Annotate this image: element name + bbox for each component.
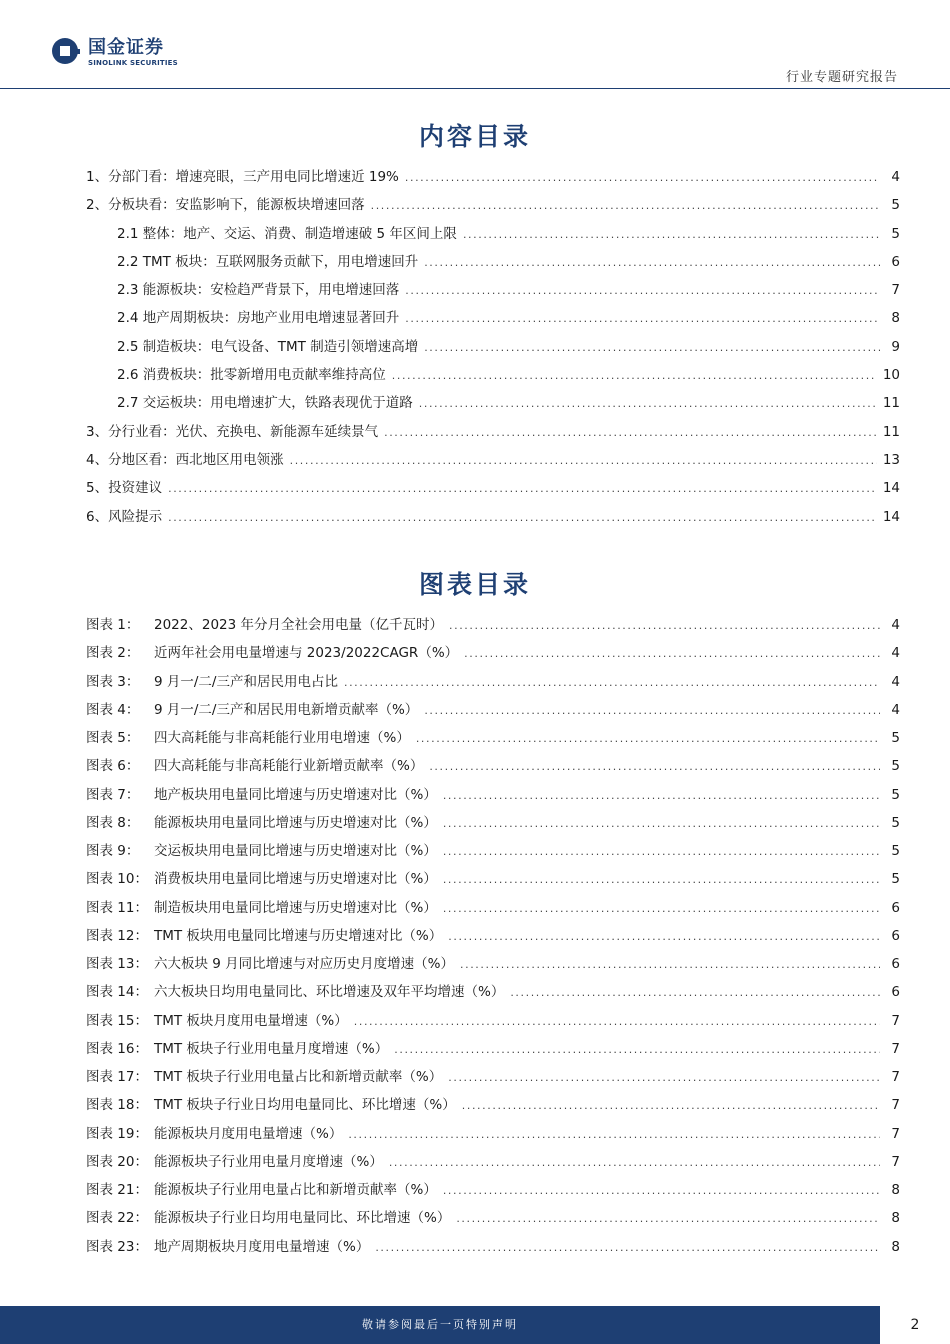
toc-subentry[interactable] xyxy=(86,278,900,306)
logo-name-en: SINOLINK SECURITIES xyxy=(88,59,178,67)
toc-entry-page: 4 xyxy=(891,169,900,185)
page-number: 2 xyxy=(910,1317,920,1333)
toc-entry-page: 10 xyxy=(882,367,900,384)
leader-dots xyxy=(354,1015,880,1028)
lof-entry-label: TMT 板块月度用电量增速（%） xyxy=(154,1012,348,1029)
toc-entry[interactable] xyxy=(86,165,900,193)
lof-entry-page: 4 xyxy=(891,645,900,662)
lof-entry-page: 6 xyxy=(891,927,900,944)
lof-entry-number: 图表 10： xyxy=(86,871,148,888)
leader-dots xyxy=(389,1156,880,1169)
lof-entry-number: 图表 19： xyxy=(86,1125,148,1142)
leader-dots xyxy=(510,986,880,999)
lof-entry[interactable] xyxy=(86,896,900,924)
lof-entry[interactable] xyxy=(86,839,900,867)
lof-entry-label: TMT 板块子行业用电量占比和新增贡献率（%） xyxy=(154,1069,443,1085)
lof-entry-label: 9 月一/二/三产和居民用电新增贡献率（%） xyxy=(154,701,419,718)
toc-entry-label: 5、投资建议 xyxy=(86,480,163,497)
leader-dots xyxy=(443,845,880,858)
leader-dots xyxy=(448,930,880,943)
lof-entry-number: 图表 7： xyxy=(86,786,140,803)
lof-entry[interactable] xyxy=(86,980,900,1008)
lof-entry-label: 制造板块用电量同比增速与历史增速对比（%） xyxy=(154,899,437,916)
lof-entry-number: 图表 4： xyxy=(86,701,140,718)
lof-entry-label: 能源板块子行业用电量月度增速（%） xyxy=(154,1153,383,1170)
toc-subentry[interactable] xyxy=(86,391,900,419)
lof-entry[interactable] xyxy=(86,698,900,726)
table-of-contents xyxy=(86,165,900,533)
leader-dots xyxy=(405,284,880,297)
leader-dots xyxy=(392,369,877,382)
lof-entry[interactable] xyxy=(86,754,900,782)
toc-entry-label: 2.2 TMT 板块：互联网服务贡献下，用电增速回升 xyxy=(117,253,419,270)
lof-entry-page: 7 xyxy=(891,1097,900,1114)
leader-dots xyxy=(424,256,880,269)
toc-entry-label: 1、分部门看：增速亮眼，三产用电同比增速近 19% xyxy=(86,169,399,185)
leader-dots xyxy=(443,873,880,886)
lof-entry-label: 能源板块子行业日均用电量同比、环比增速（%） xyxy=(154,1210,451,1227)
lof-title: 图表目录 xyxy=(418,570,531,599)
leader-dots xyxy=(463,228,880,241)
lof-entry-label: TMT 板块用电量同比增速与历史增速对比（%） xyxy=(154,927,443,944)
lof-entry-label: TMT 板块子行业用电量月度增速（%） xyxy=(154,1040,389,1057)
logo-icon xyxy=(52,38,82,68)
lof-entry-number: 图表 8： xyxy=(86,814,140,831)
lof-entry-page: 5 xyxy=(891,786,900,803)
lof-entry-number: 图表 16： xyxy=(86,1040,148,1057)
toc-subentry[interactable] xyxy=(86,335,900,363)
lof-entry-page: 4 xyxy=(891,617,900,633)
lof-entry[interactable] xyxy=(86,670,900,698)
toc-entry-page: 5 xyxy=(891,225,900,242)
lof-entry-label: 地产周期板块月度用电量增速（%） xyxy=(154,1238,370,1255)
lof-entry-label: 能源板块用电量同比增速与历史增速对比（%） xyxy=(154,814,437,831)
lof-entry[interactable] xyxy=(86,1206,900,1234)
toc-entry-page: 14 xyxy=(882,480,900,497)
lof-entry-number: 图表 18： xyxy=(86,1097,148,1114)
leader-dots xyxy=(384,426,877,439)
lof-entry-number: 图表 14： xyxy=(86,984,148,1001)
lof-entry[interactable] xyxy=(86,924,900,952)
lof-entry-number: 图表 1： xyxy=(86,617,140,633)
toc-entry-label: 2.5 制造板块：电气设备、TMT 制造引领增速高增 xyxy=(117,338,419,355)
lof-entry-page: 8 xyxy=(891,1210,900,1227)
toc-entry-page: 11 xyxy=(882,395,900,412)
leader-dots xyxy=(448,1071,880,1084)
leader-dots xyxy=(371,199,880,212)
leader-dots xyxy=(375,1241,880,1254)
lof-entry-page: 4 xyxy=(891,673,900,690)
lof-entry[interactable] xyxy=(86,1150,900,1178)
lof-entry[interactable] xyxy=(86,952,900,980)
lof-entry-number: 图表 2： xyxy=(86,645,140,662)
lof-entry-page: 5 xyxy=(891,730,900,746)
toc-entry-label: 4、分地区看：西北地区用电领涨 xyxy=(86,451,284,468)
list-of-figures xyxy=(86,613,900,1263)
lof-entry[interactable] xyxy=(86,811,900,839)
toc-entry-page: 7 xyxy=(891,282,900,299)
leader-dots xyxy=(443,789,880,802)
lof-entry-page: 4 xyxy=(891,701,900,718)
disclaimer-note: 敬请参阅最后一页特别声明 xyxy=(362,1318,518,1331)
leader-dots xyxy=(429,760,880,773)
report-type-label: 行业专题研究报告 xyxy=(785,70,898,85)
lof-entry-page: 7 xyxy=(891,1012,900,1029)
lof-entry-page: 5 xyxy=(891,814,900,831)
toc-subentry[interactable] xyxy=(86,306,900,334)
leader-dots xyxy=(424,341,880,354)
leader-dots xyxy=(168,482,877,495)
lof-entry-label: 消费板块用电量同比增速与历史增速对比（%） xyxy=(154,871,437,888)
toc-entry-page: 11 xyxy=(882,423,900,440)
toc-entry[interactable] xyxy=(86,193,900,221)
toc-entry-label: 2.7 交运板块：用电增速扩大，铁路表现优于道路 xyxy=(117,395,413,412)
lof-entry-label: 2022、2023 年分月全社会用电量（亿千瓦时） xyxy=(154,617,444,633)
leader-dots xyxy=(462,1099,880,1112)
leader-dots xyxy=(168,511,877,524)
company-logo xyxy=(52,38,178,68)
toc-entry-label: 2.4 地产周期板块：房地产业用电增速显著回升 xyxy=(117,310,400,327)
logo-name-cn: 国金证券 xyxy=(88,37,164,58)
leader-dots xyxy=(449,619,880,632)
lof-entry-label: 六大板块日均用电量同比、环比增速及双年平均增速（%） xyxy=(154,984,505,1001)
lof-entry-label: 四大高耗能与非高耗能行业新增贡献率（%） xyxy=(154,758,424,775)
lof-entry-page: 6 xyxy=(891,956,900,972)
lof-entry[interactable] xyxy=(86,726,900,754)
lof-entry-label: 9 月一/二/三产和居民用电占比 xyxy=(154,673,338,690)
leader-dots xyxy=(290,454,877,467)
toc-entry-label: 3、分行业看：光伏、充换电、新能源车延续景气 xyxy=(86,423,379,440)
leader-dots xyxy=(405,171,880,184)
leader-dots xyxy=(394,1043,880,1056)
leader-dots xyxy=(348,1128,880,1141)
lof-entry-number: 图表 5： xyxy=(86,730,140,746)
toc-title: 内容目录 xyxy=(418,122,531,151)
lof-entry-label: 近两年社会用电量增速与 2023/2022CAGR（%） xyxy=(154,645,459,662)
leader-dots xyxy=(405,312,880,325)
lof-entry-number: 图表 13： xyxy=(86,956,148,972)
lof-entry-number: 图表 6： xyxy=(86,758,140,775)
lof-entry-label: TMT 板块子行业日均用电量同比、环比增速（%） xyxy=(154,1097,456,1114)
lof-entry[interactable] xyxy=(86,1093,900,1121)
lof-entry-page: 8 xyxy=(891,1182,900,1198)
lof-entry-label: 能源板块子行业用电量占比和新增贡献率（%） xyxy=(154,1182,437,1198)
leader-dots xyxy=(443,902,880,915)
lof-entry[interactable] xyxy=(86,1122,900,1150)
leader-dots xyxy=(416,732,880,745)
lof-entry-page: 7 xyxy=(891,1125,900,1142)
lof-entry-number: 图表 15： xyxy=(86,1012,148,1029)
toc-subentry[interactable] xyxy=(86,222,900,250)
toc-entry-label: 6、风险提示 xyxy=(86,508,163,525)
lof-entry[interactable] xyxy=(86,1037,900,1065)
header-divider xyxy=(0,88,950,89)
leader-dots xyxy=(460,958,880,971)
lof-entry-page: 5 xyxy=(891,758,900,775)
toc-entry[interactable] xyxy=(86,505,900,533)
page-header xyxy=(0,0,950,92)
toc-entry-page: 13 xyxy=(882,451,900,468)
lof-entry[interactable] xyxy=(86,1235,900,1263)
lof-entry[interactable] xyxy=(86,867,900,895)
toc-entry[interactable] xyxy=(86,420,900,448)
leader-dots xyxy=(456,1212,880,1225)
toc-entry-page: 6 xyxy=(891,253,900,270)
lof-entry[interactable] xyxy=(86,1178,900,1206)
lof-entry-page: 6 xyxy=(891,984,900,1001)
lof-entry-page: 5 xyxy=(891,843,900,859)
toc-subentry[interactable] xyxy=(86,363,900,391)
lof-entry-number: 图表 23： xyxy=(86,1238,148,1255)
leader-dots xyxy=(344,676,880,689)
lof-entry-label: 能源板块月度用电量增速（%） xyxy=(154,1125,343,1142)
lof-entry-page: 7 xyxy=(891,1153,900,1170)
toc-entry-label: 2.3 能源板块：安检趋严背景下，用电增速回落 xyxy=(117,282,400,299)
leader-dots xyxy=(443,817,880,830)
toc-entry-page: 5 xyxy=(891,197,900,214)
toc-entry-label: 2、分板块看：安监影响下，能源板块增速回落 xyxy=(86,197,365,214)
lof-entry-number: 图表 20： xyxy=(86,1153,148,1170)
leader-dots xyxy=(419,397,877,410)
lof-entry[interactable] xyxy=(86,1009,900,1037)
lof-entry-number: 图表 11： xyxy=(86,899,148,916)
toc-entry[interactable] xyxy=(86,476,900,504)
toc-entry-label: 2.6 消费板块：批零新增用电贡献率维持高位 xyxy=(117,367,386,384)
lof-entry-label: 六大板块 9 月同比增速与对应历史月度增速（%） xyxy=(154,956,454,972)
lof-entry-page: 5 xyxy=(891,871,900,888)
lof-entry-label: 交运板块用电量同比增速与历史增速对比（%） xyxy=(154,843,437,859)
leader-dots xyxy=(443,1184,880,1197)
lof-entry-page: 7 xyxy=(891,1040,900,1057)
lof-entry-number: 图表 17： xyxy=(86,1069,148,1085)
toc-entry-label: 2.1 整体：地产、交运、消费、制造增速破 5 年区间上限 xyxy=(117,225,457,242)
lof-entry[interactable] xyxy=(86,783,900,811)
lof-entry-number: 图表 12： xyxy=(86,927,148,944)
leader-dots xyxy=(464,647,880,660)
lof-entry-number: 图表 3： xyxy=(86,673,140,690)
lof-entry[interactable] xyxy=(86,613,900,641)
lof-entry[interactable] xyxy=(86,1065,900,1093)
toc-entry-page: 14 xyxy=(882,508,900,525)
toc-entry-page: 9 xyxy=(891,338,900,355)
toc-entry[interactable] xyxy=(86,448,900,476)
lof-entry-number: 图表 21： xyxy=(86,1182,148,1198)
lof-entry-page: 6 xyxy=(891,899,900,916)
lof-entry-label: 四大高耗能与非高耗能行业用电增速（%） xyxy=(154,730,410,746)
lof-entry-number: 图表 9： xyxy=(86,843,140,859)
lof-entry[interactable] xyxy=(86,641,900,669)
lof-entry-page: 7 xyxy=(891,1069,900,1085)
toc-subentry[interactable] xyxy=(86,250,900,278)
page-footer xyxy=(0,1306,950,1344)
lof-entry-page: 8 xyxy=(891,1238,900,1255)
lof-entry-number: 图表 22： xyxy=(86,1210,148,1227)
lof-entry-label: 地产板块用电量同比增速与历史增速对比（%） xyxy=(154,786,437,803)
toc-entry-page: 8 xyxy=(891,310,900,327)
leader-dots xyxy=(424,704,880,717)
